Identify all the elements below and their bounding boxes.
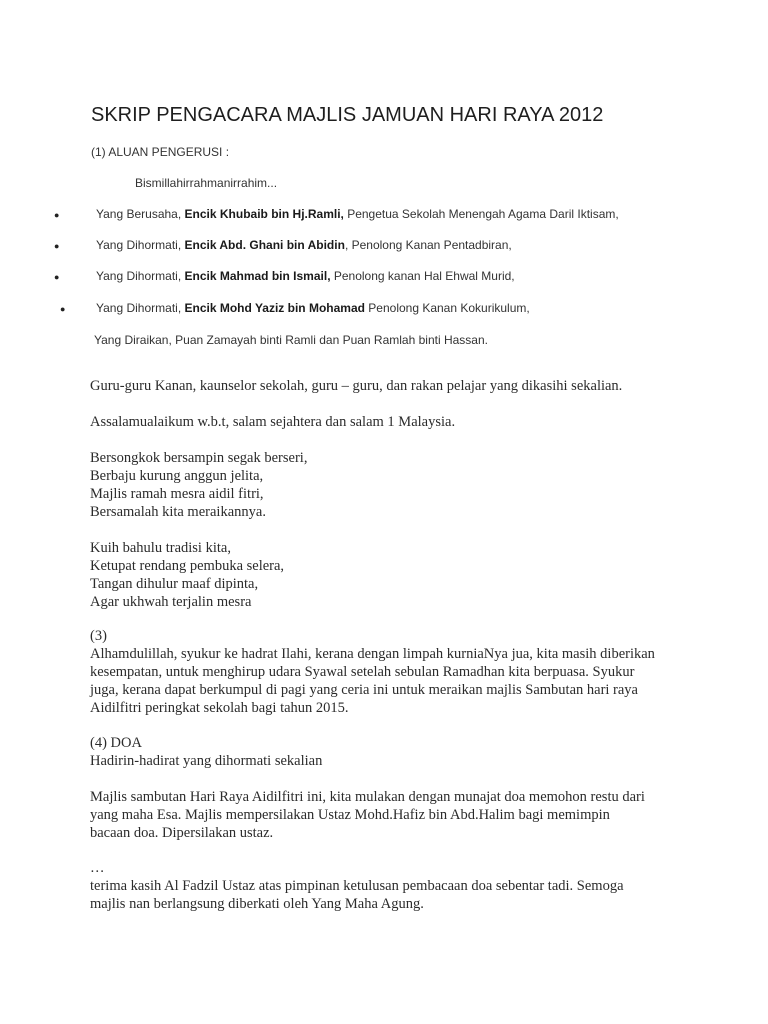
greeting-item (96, 301, 530, 315)
bullet-icon: ● (54, 210, 60, 220)
pantun-2 (90, 539, 284, 611)
pantun-1 (90, 449, 307, 521)
hadirin-line: Hadirin-hadirat yang dihormati sekalian (90, 753, 323, 769)
greeting-prefix: Yang Berusaha, (96, 207, 185, 221)
paragraph-line: yang maha Esa. Majlis mempersilakan Ustaz Mohd.Hafiz bin Abd.Halim bagi memimpin (90, 807, 610, 823)
greeting-item (96, 238, 512, 252)
greeting-item (96, 269, 515, 283)
paragraph-line: majlis nan berlangsung diberkati oleh Yang Maha Agung. (90, 896, 424, 912)
pantun-line: Bersongkok bersampin segak berseri, (90, 450, 308, 466)
bismillah-text: Bismillahirrahmanirrahim... (135, 176, 278, 190)
section-aluan-pengerusi: (1) ALUAN PENGERUSI : (91, 145, 230, 159)
paragraph-line: terima kasih Al Fadzil Ustaz atas pimpinan ketulusan pembacaan doa sebentar tadi. Semoga (90, 878, 624, 894)
paragraph-line: Majlis sambutan Hari Raya Aidilfitri ini, kita mulakan dengan munajat doa memohon restu dari (90, 789, 645, 805)
salam-line: Assalamualaikum w.b.t, salam sejahtera dan salam 1 Malaysia. (90, 414, 456, 430)
section-3-label: (3) (90, 628, 107, 644)
pantun-line: Berbaju kurung anggun jelita, (90, 468, 264, 484)
greeting-name: Encik Khubaib bin Hj.Ramli, (184, 207, 344, 221)
bullet-icon: ● (54, 272, 60, 282)
pantun-line: Tangan dihulur maaf dipinta, (90, 576, 259, 592)
paragraph-line: Alhamdulillah, syukur ke hadrat Ilahi, kerana dengan limpah kurniaNya jua, kita masih diberikan (90, 646, 655, 662)
section-3 (90, 627, 655, 717)
pantun-line: Bersamalah kita meraikannya. (90, 504, 266, 520)
pantun-line: Majlis ramah mesra aidil fitri, (90, 486, 264, 502)
pantun-line: Agar ukhwah terjalin mesra (90, 594, 252, 610)
greeting-name: Encik Mohd Yaziz bin Mohamad (184, 301, 365, 315)
diraikan-text: Yang Diraikan, Puan Zamayah binti Ramli dan Puan Ramlah binti Hassan. (94, 333, 488, 347)
greeting-prefix: Yang Dihormati, (96, 269, 185, 283)
ellipsis-line: … (90, 860, 105, 876)
paragraph-line: bacaan doa. Dipersilakan ustaz. (90, 825, 274, 841)
paragraph-line: kesempatan, untuk menghirup udara Syawal setelah sebulan Ramadhan kita berpuasa. Syukur (90, 664, 635, 680)
greeting-item (96, 207, 619, 221)
closing-paragraph (90, 859, 624, 913)
greeting-prefix: Yang Dihormati, (96, 301, 185, 315)
doa-paragraph (90, 788, 645, 842)
bullet-icon: ● (60, 304, 66, 314)
greeting-name: Encik Mahmad bin Ismail, (184, 269, 331, 283)
greeting-role: Penolong Kanan Kokurikulum, (364, 301, 530, 315)
bullet-icon: ● (54, 241, 60, 251)
paragraph-line: Aidilfitri peringkat sekolah bagi tahun 2015. (90, 700, 349, 716)
section-4 (90, 734, 322, 770)
document-title: SKRIP PENGACARA MAJLIS JAMUAN HARI RAYA 2012 (91, 104, 604, 126)
greeting-name: Encik Abd. Ghani bin Abidin (184, 238, 345, 252)
greeting-role: Penolong kanan Hal Ehwal Murid, (330, 269, 515, 283)
pantun-line: Kuih bahulu tradisi kita, (90, 540, 231, 556)
greeting-prefix: Yang Dihormati, (96, 238, 185, 252)
guru-line: Guru-guru Kanan, kaunselor sekolah, guru – guru, dan rakan pelajar yang dikasihi sekalian. (90, 378, 623, 394)
paragraph-line: juga, kerana dapat berkumpul di pagi yang ceria ini untuk meraikan majlis Sambutan hari raya (90, 682, 638, 698)
pantun-line: Ketupat rendang pembuka selera, (90, 558, 285, 574)
section-4-label: (4) DOA (90, 735, 142, 751)
greeting-role: , Penolong Kanan Pentadbiran, (344, 238, 512, 252)
greeting-role: Pengetua Sekolah Menengah Agama Daril Iktisam, (343, 207, 619, 221)
